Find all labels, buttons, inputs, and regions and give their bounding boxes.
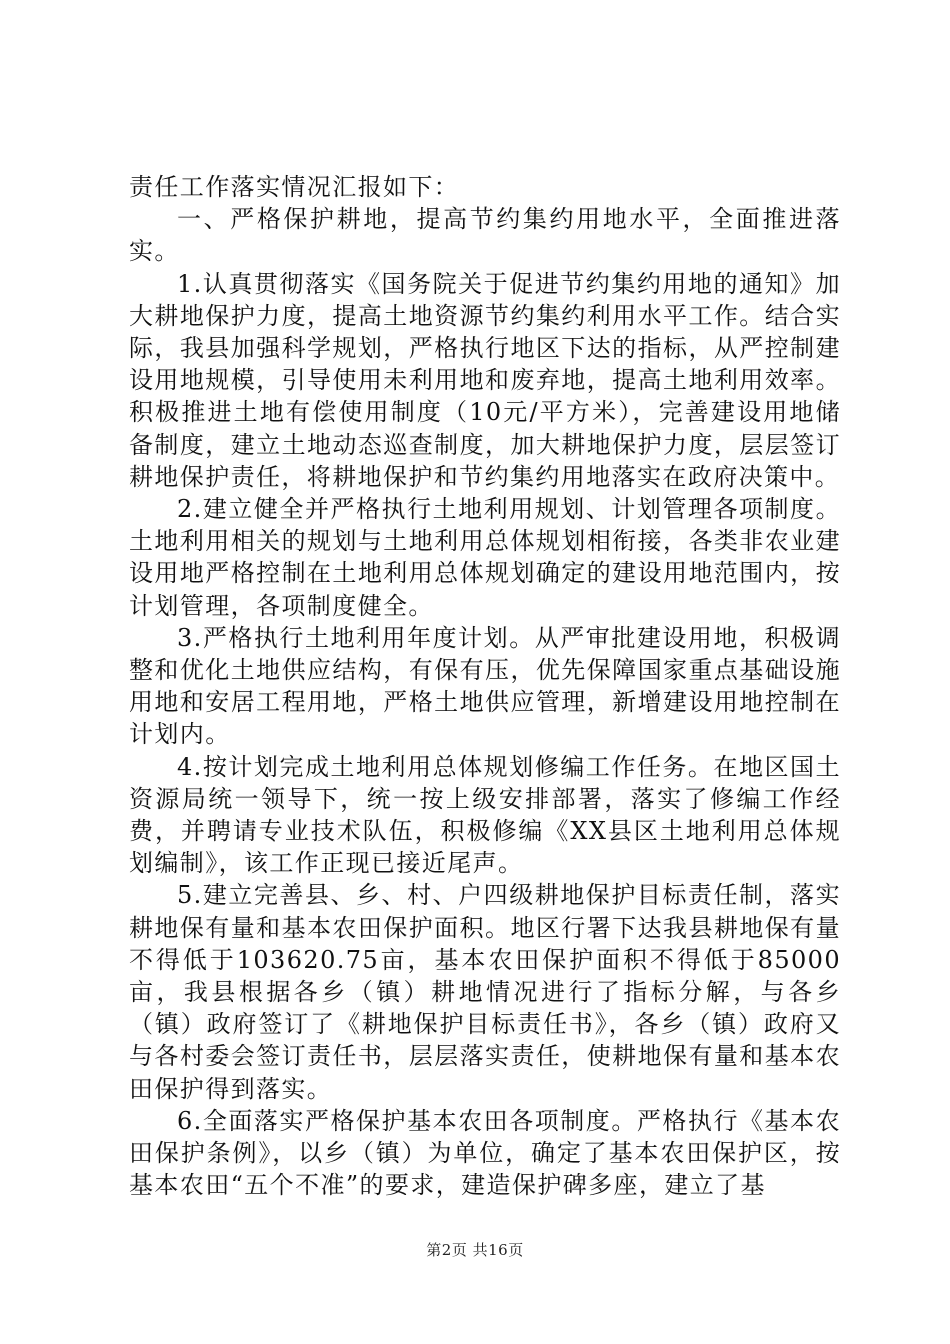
paragraph-2: 2.建立健全并严格执行土地利用规划、计划管理各项制度。土地利用相关的规划与土地利用总体规划相衔接，各类非农业建设用地严格控制在土地利用总体规划确定的建设用地范围内，按计划管理，各项制度健全。 [129,495,841,620]
paragraph-1: 1.认真贯彻落实《国务院关于促进节约集约用地的通知》加大耕地保护力度，提高土地资源节约集约利用水平工作。结合实际，我县加强科学规划，严格执行地区下达的指标，从严控制建设用地规模，引导使用未利用地和废弃地，提高土地利用效率。积极推进土地有偿使用制度（10元/平方米），完善建设用地储备制度，建立土地动态巡查制度，加大耕地保护力度，层层签订耕地保护责任，将耕地保护和节约集约用地落实在政府决策中。 [129,269,841,491]
paragraph-3: 3.严格执行土地利用年度计划。从严审批建设用地，积极调整和优化土地供应结构，有保有压，优先保障国家重点基础设施用地和安居工程用地，严格土地供应管理，新增建设用地控制在计划内。 [129,623,841,749]
opening-line: 责任工作落实情况汇报如下： [129,173,460,201]
paragraph-5: 5.建立完善县、乡、村、户四级耕地保护目标责任制，落实耕地保有量和基本农田保护面积。地区行署下达我县耕地保有量不得低于103620.75亩，基本农田保护面积不得低于85000亩，我县根据各乡（镇）耕地情况进行了指标分解，与各乡（镇）政府签订了《耕地保护目标责任书》，各乡（镇）政府又与各村委会签订责任书，层层落实责任，使耕地保有量和基本农田保护得到落实。 [129,881,841,1103]
document-body [129,171,841,1202]
paragraph-6: 6.全面落实严格保护基本农田各项制度。严格执行《基本农田保护条例》，以乡（镇）为单位，确定了基本农田保护区，按基本农田“五个不准”的要求，建造保护碑多座，建立了基 [129,1106,841,1200]
page-number-footer: 第2页 共16页 [426,1241,524,1259]
paragraph-4: 4.按计划完成土地利用总体规划修编工作任务。在地区国土资源局统一领导下，统一按上级安排部署，落实了修编工作经费，并聘请专业技术队伍，积极修编《XX县区土地利用总体规划编制》，该工作正现已接近尾声。 [129,752,841,878]
section-heading-1: 一、严格保护耕地，提高节约集约用地水平，全面推进落实。 [129,205,841,266]
